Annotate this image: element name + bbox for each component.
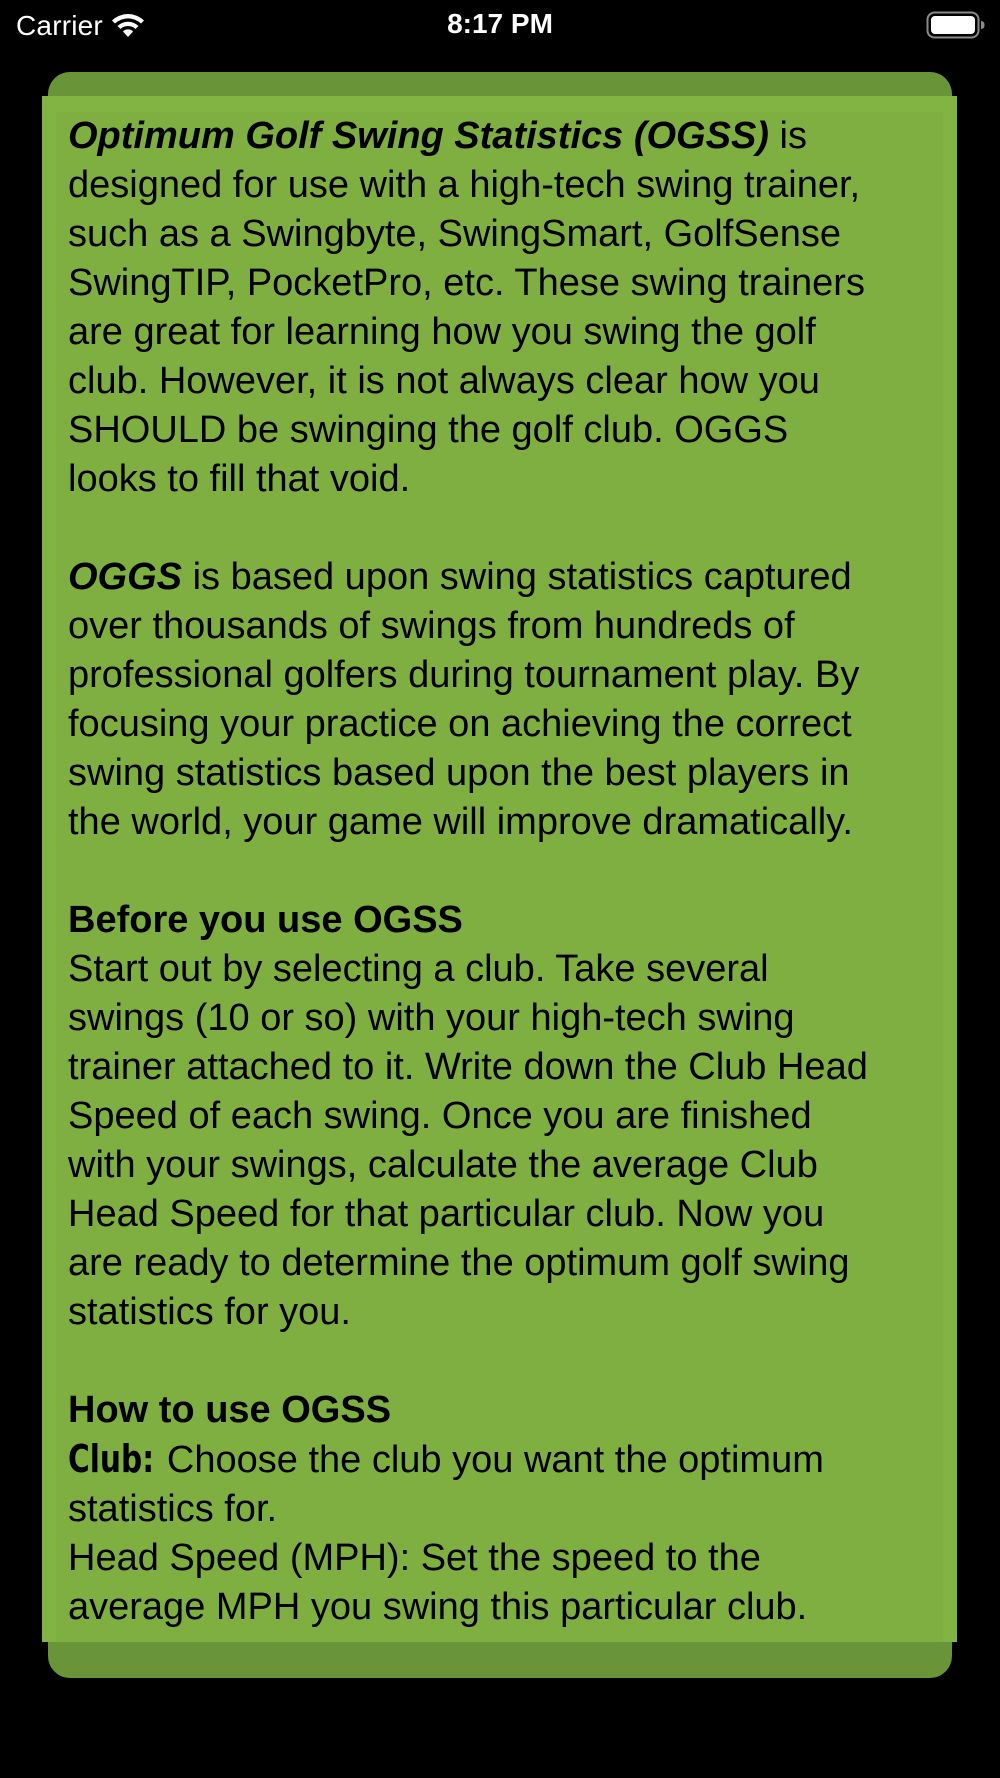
oggs-title: OGGS xyxy=(68,556,183,598)
before-line: Speed of each swing. Once you are finished xyxy=(68,1095,812,1137)
intro-line: SHOULD be swinging the golf club. OGGS xyxy=(68,409,789,451)
before-line: Start out by selecting a club. Take several xyxy=(68,948,769,990)
intro-line: such as a Swingbyte, SwingSmart, GolfSense xyxy=(68,213,842,255)
before-line: Head Speed for that particular club. Now you xyxy=(68,1193,825,1235)
before-line: are ready to determine the optimum golf swing xyxy=(68,1242,850,1284)
intro-paragraph xyxy=(68,112,968,504)
before-section xyxy=(68,896,968,1337)
info-text xyxy=(68,112,968,1632)
howto-section xyxy=(68,1386,968,1632)
status-time: 8:17 PM xyxy=(447,8,553,39)
paragraph-gap xyxy=(68,1337,968,1386)
paragraph-gap xyxy=(68,847,968,896)
intro-line: looks to fill that void. xyxy=(68,458,411,500)
oggs-line: the world, your game will improve dramatically. xyxy=(68,801,853,843)
oggs-line: over thousands of swings from hundreds of xyxy=(68,605,795,647)
before-line: statistics for you. xyxy=(68,1291,351,1333)
status-bar xyxy=(0,0,1000,52)
intro-line: club. However, it is not always clear how you xyxy=(68,360,820,402)
club-line-2: statistics for. xyxy=(68,1488,278,1530)
oggs-line: swing statistics based upon the best players in xyxy=(68,752,850,794)
before-line: trainer attached to it. Write down the Club Head xyxy=(68,1046,868,1088)
intro-title: Optimum Golf Swing Statistics (OGSS) xyxy=(68,115,769,157)
info-card xyxy=(42,96,957,1642)
battery-icon xyxy=(926,10,986,40)
before-heading: Before you use OGSS xyxy=(68,899,463,941)
paragraph-gap xyxy=(68,504,968,553)
oggs-line: professional golfers during tournament play. By xyxy=(68,654,860,696)
headspeed-line-2: average MPH you swing this particular club. xyxy=(68,1586,808,1628)
headspeed-line-1: Head Speed (MPH): Set the speed to the xyxy=(68,1537,761,1579)
before-line: swings (10 or so) with your high-tech swing xyxy=(68,997,795,1039)
oggs-line-1-rest: is based upon swing statistics captured xyxy=(182,556,852,598)
club-label: Club: xyxy=(68,1437,155,1481)
before-line: with your swings, calculate the average Club xyxy=(68,1144,818,1186)
intro-line: designed for use with a high-tech swing trainer, xyxy=(68,164,861,206)
intro-line-1-rest: is xyxy=(768,115,807,157)
oggs-line: focusing your practice on achieving the correct xyxy=(68,703,852,745)
intro-line: SwingTIP, PocketPro, etc. These swing trainers xyxy=(68,262,865,304)
intro-line: are great for learning how you swing the golf xyxy=(68,311,816,353)
oggs-paragraph xyxy=(68,553,968,847)
info-card-inner[interactable] xyxy=(56,112,943,1642)
club-line-1-rest: Choose the club you want the optimum xyxy=(156,1439,824,1481)
carrier-label: Carrier xyxy=(16,10,103,41)
howto-heading: How to use OGSS xyxy=(68,1389,392,1431)
